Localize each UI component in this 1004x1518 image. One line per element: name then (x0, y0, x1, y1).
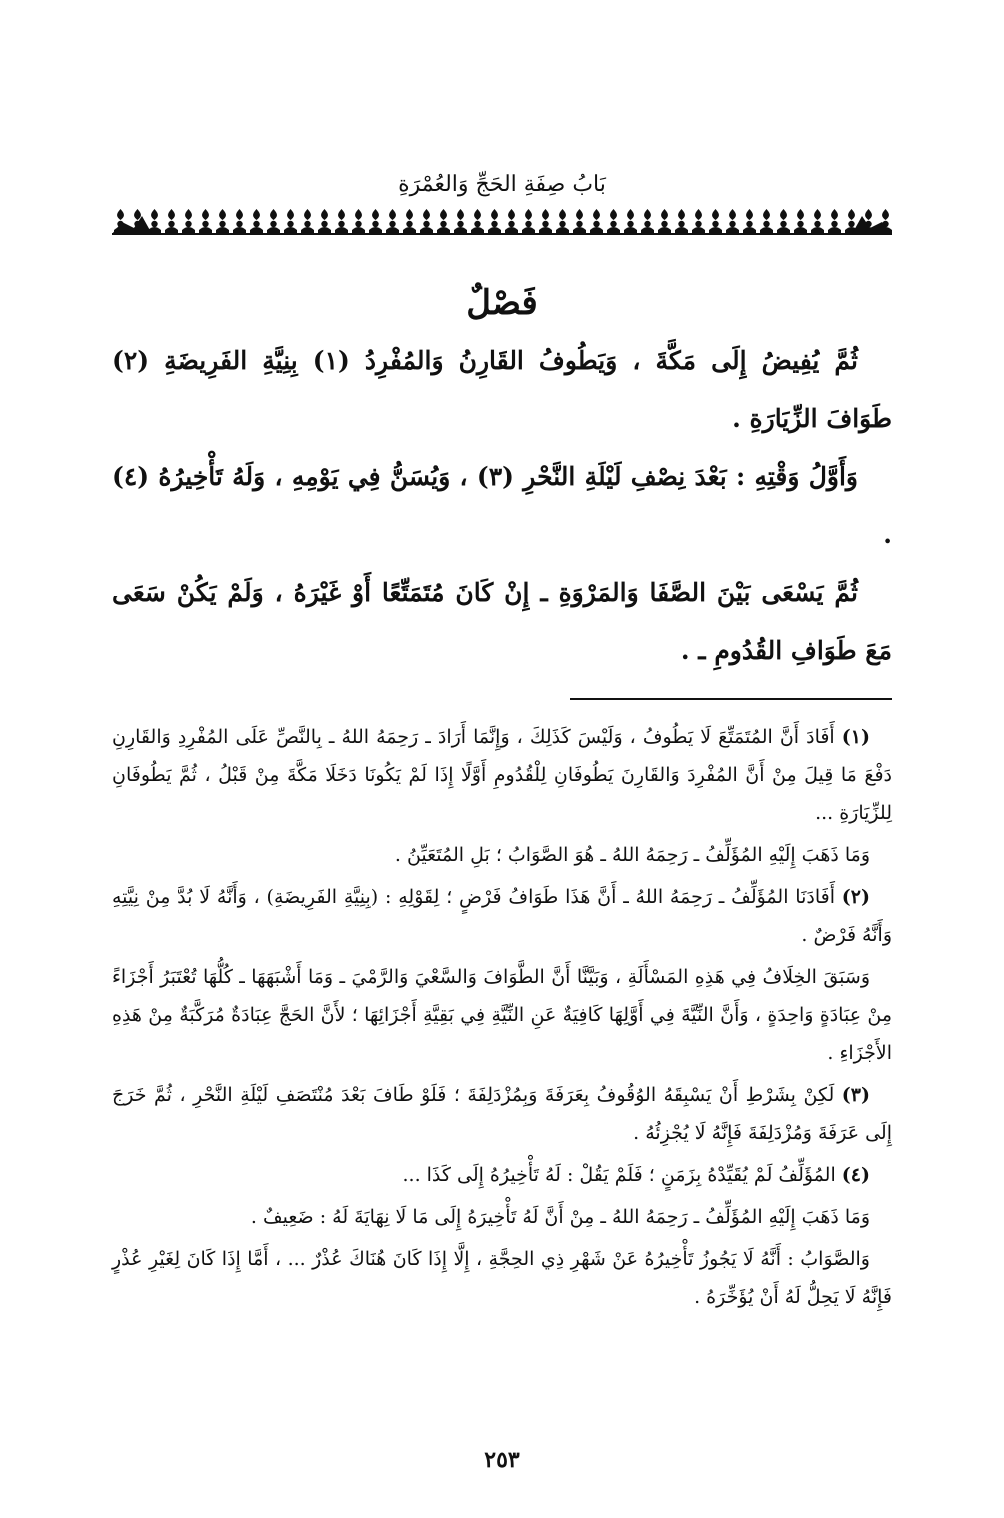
footnote-number: (٣) (841, 1084, 870, 1106)
footnote-text: وَسَبَقَ الخِلَافُ فِي هَذِهِ المَسْأَلَةِ ، وَبَيَّنَّا أَنَّ الطَّوَافَ وَالسَّعْيَ وَالرَّمْيَ ـ وَمَا أَشْبَهَهَا ـ كُلُّهَا تُعْتَبَرُ أَجْزَاءً مِنْ عِبَادَةٍ وَاحِدَةٍ ، وَأَنَّ النِّيَّةَ فِي أَوَّلِهَا كَافِيَةٌ عَنِ النِّيَّةِ فِي بَقِيَّةِ أَجْزَائِهَا ؛ لأَنَّ الحَجَّ عِبَادَةٌ مُرَكَّبَةٌ مِنْ هَذِهِ الأَجْزَاءِ . (112, 966, 892, 1064)
section-heading: فَصْلٌ (466, 283, 538, 323)
running-header: بَابُ صِفَةِ الحَجِّ وَالعُمْرَةِ (398, 172, 606, 197)
footnote-1-continued (112, 836, 892, 874)
book-page (112, 168, 892, 1320)
footnote-4-continued-b (112, 1240, 892, 1316)
matn-paragraph-3: ثُمَّ يَسْعَى بَيْنَ الصَّفَا وَالمَرْوَةِ ـ إِنْ كَانَ مُتَمَتِّعًا أَوْ غَيْرَهُ ، وَلَمْ يَكُنْ سَعَى مَعَ طَوَافِ القُدُومِ ـ . (112, 578, 892, 665)
footnote-2-continued (112, 958, 892, 1072)
ornamental-border (112, 206, 892, 236)
footnote-text: وَمَا ذَهَبَ إِلَيْهِ المُؤَلِّفُ ـ رَحِمَهُ اللهُ ـ مِنْ أَنَّ لَهُ تَأْخِيرَهُ إِلَى مَا لَا نِهَايَةَ لَهُ : ضَعِيفٌ . (250, 1206, 870, 1228)
matn-paragraph-1: ثُمَّ يُفِيضُ إِلَى مَكَّةَ ، وَيَطُوفُ القَارِنُ وَالمُفْرِدُ (١) بِنِيَّةِ الفَرِيضَةِ (٢) طَوَافَ الزِّيَارَةِ . (112, 346, 892, 433)
page-number: ٢٥٣ (484, 1447, 520, 1473)
footnote-4-continued-a (112, 1198, 892, 1236)
footnote-text: لَكِنْ بِشَرْطِ أَنْ يَسْبِقَهُ الوُقُوفُ بِعَرَفَةَ وَبِمُزْدَلِفَةَ ؛ فَلَوْ طَافَ بَعْدَ مُنْتَصَفِ لَيْلَةِ النَّحْرِ ، ثُمَّ خَرَجَ إِلَى عَرَفَةَ وَمُزْدَلِفَةَ فَإِنَّهُ لَا يُجْزِئُهُ . (112, 1084, 892, 1144)
matn-paragraph-2: وَأَوَّلُ وَقْتِهِ : بَعْدَ نِصْفِ لَيْلَةِ النَّحْرِ (٣) ، وَيُسَنُّ فِي يَوْمِهِ ، وَلَهُ تَأْخِيرُهُ (٤) . (112, 462, 892, 549)
footnote-text: أَفَادَ أَنَّ المُتَمَتِّعَ لَا يَطُوفُ ، وَلَيْسَ كَذَلِكَ ، وَإِنَّمَا أَرَادَ ـ رَحِمَهُ اللهُ ـ بِالنَّصِّ عَلَى المُفْرِدِ وَالقَارِنِ دَفْعَ مَا قِيلَ مِنْ أَنَّ المُفْرِدَ وَالقَارِنَ يَطُوفَانِ لِلْقُدُومِ أَوَّلًا إِذَا لَمْ يَكُونَا دَخَلَا مَكَّةَ مِنْ قَبْلُ ، ثُمَّ يَطُوفَانِ لِلزِّيَارَةِ ... (112, 726, 892, 824)
footnote-divider (570, 698, 892, 700)
footnote-1 (112, 718, 892, 832)
footnote-text: المُؤَلِّفُ لَمْ يُقَيِّدْهُ بِزَمَنٍ ؛ فَلَمْ يَقُلْ : لَهُ تَأْخِيرُهُ إِلَى كَذَا ... (402, 1164, 836, 1186)
footnote-4 (112, 1156, 892, 1194)
footnote-2 (112, 878, 892, 954)
footnote-3 (112, 1076, 892, 1152)
footnote-text: أَفَادَنَا المُؤَلِّفُ ـ رَحِمَهُ اللهُ ـ أَنَّ هَذَا طَوَافُ فَرْضٍ ؛ لِقَوْلِهِ : (بِنِيَّةِ الفَرِيضَةِ) ، وَأَنَّهُ لَا بُدَّ مِنْ نِيَّتِهِ وَأَنَّهُ فَرْضٌ . (112, 886, 892, 946)
footnote-number: (١) (841, 726, 870, 748)
footnote-number: (٢) (841, 886, 871, 908)
footnote-text: وَالصَّوَابُ : أَنَّهُ لَا يَجُوزُ تَأْخِيرُهُ عَنْ شَهْرِ ذِي الحِجَّةِ ، إِلَّا إِذَا كَانَ هُنَاكَ عُذْرٌ ... ، أَمَّا إِذَا كَانَ لِغَيْرِ عُذْرٍ فَإِنَّهُ لَا يَحِلُّ لَهُ أَنْ يُؤَخِّرَهُ . (112, 1248, 892, 1308)
ornament-pattern-icon (112, 206, 892, 236)
footnote-number: (٤) (841, 1164, 870, 1186)
footnotes (112, 718, 892, 1316)
footnote-text: وَمَا ذَهَبَ إِلَيْهِ المُؤَلِّفُ ـ رَحِمَهُ اللهُ ـ هُوَ الصَّوَابُ ؛ بَلِ المُتَعَيِّنُ . (394, 844, 870, 866)
